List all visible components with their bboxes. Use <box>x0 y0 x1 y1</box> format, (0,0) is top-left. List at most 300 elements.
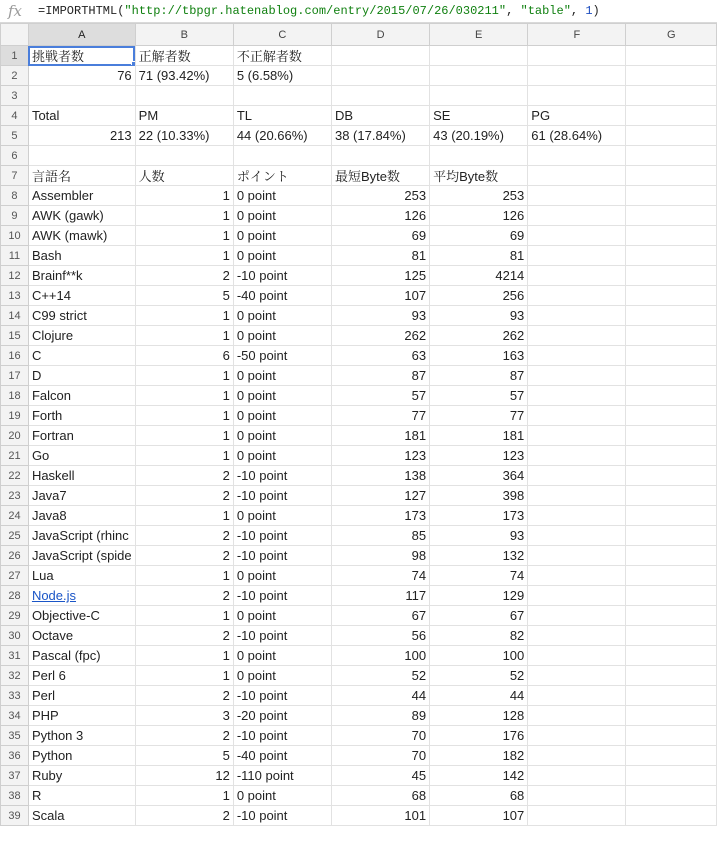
column-header-f[interactable]: F <box>528 24 626 46</box>
cell-a25[interactable]: JavaScript (rhinc <box>28 526 135 546</box>
cell-b33[interactable]: 2 <box>135 686 233 706</box>
cell-c34[interactable]: -20 point <box>233 706 331 726</box>
cell-f13[interactable] <box>528 286 626 306</box>
cell-d12[interactable]: 125 <box>331 266 429 286</box>
cell-g18[interactable] <box>626 386 717 406</box>
cell-f24[interactable] <box>528 506 626 526</box>
cell-b30[interactable]: 2 <box>135 626 233 646</box>
cell-g35[interactable] <box>626 726 717 746</box>
cell-c10[interactable]: 0 point <box>233 226 331 246</box>
row-header[interactable]: 6 <box>1 146 29 166</box>
cell-d10[interactable]: 69 <box>331 226 429 246</box>
cell-b19[interactable]: 1 <box>135 406 233 426</box>
cell-e11[interactable]: 81 <box>430 246 528 266</box>
cell-d7[interactable]: 最短Byte数 <box>331 166 429 186</box>
cell-e30[interactable]: 82 <box>430 626 528 646</box>
cell-a22[interactable]: Haskell <box>28 466 135 486</box>
cell-c7[interactable]: ポイント <box>233 166 331 186</box>
cell-f9[interactable] <box>528 206 626 226</box>
cell-d18[interactable]: 57 <box>331 386 429 406</box>
cell-g8[interactable] <box>626 186 717 206</box>
cell-d8[interactable]: 253 <box>331 186 429 206</box>
cell-b37[interactable]: 12 <box>135 766 233 786</box>
row-header[interactable]: 24 <box>1 506 29 526</box>
row-header[interactable]: 32 <box>1 666 29 686</box>
row-header[interactable]: 1 <box>1 46 29 66</box>
cell-b29[interactable]: 1 <box>135 606 233 626</box>
cell-a30[interactable]: Octave <box>28 626 135 646</box>
cell-f3[interactable] <box>528 86 626 106</box>
cell-g14[interactable] <box>626 306 717 326</box>
column-header-c[interactable]: C <box>233 24 331 46</box>
cell-a9[interactable]: AWK (gawk) <box>28 206 135 226</box>
cell-c32[interactable]: 0 point <box>233 666 331 686</box>
cell-e13[interactable]: 256 <box>430 286 528 306</box>
row-header[interactable]: 39 <box>1 806 29 826</box>
row-header[interactable]: 28 <box>1 586 29 606</box>
cell-e7[interactable]: 平均Byte数 <box>430 166 528 186</box>
cell-e10[interactable]: 69 <box>430 226 528 246</box>
cell-e12[interactable]: 4214 <box>430 266 528 286</box>
cell-g12[interactable] <box>626 266 717 286</box>
cell-c17[interactable]: 0 point <box>233 366 331 386</box>
cell-d37[interactable]: 45 <box>331 766 429 786</box>
cell-d27[interactable]: 74 <box>331 566 429 586</box>
cell-c39[interactable]: -10 point <box>233 806 331 826</box>
cell-f36[interactable] <box>528 746 626 766</box>
cell-g26[interactable] <box>626 546 717 566</box>
cell-e15[interactable]: 262 <box>430 326 528 346</box>
cell-a16[interactable]: C <box>28 346 135 366</box>
cell-f12[interactable] <box>528 266 626 286</box>
column-header-b[interactable]: B <box>135 24 233 46</box>
cell-b16[interactable]: 6 <box>135 346 233 366</box>
cell-g28[interactable] <box>626 586 717 606</box>
cell-b18[interactable]: 1 <box>135 386 233 406</box>
cell-e17[interactable]: 87 <box>430 366 528 386</box>
cell-b15[interactable]: 1 <box>135 326 233 346</box>
cell-c38[interactable]: 0 point <box>233 786 331 806</box>
cell-a36[interactable]: Python <box>28 746 135 766</box>
cell-g19[interactable] <box>626 406 717 426</box>
column-header-a[interactable]: A <box>28 24 135 46</box>
cell-f34[interactable] <box>528 706 626 726</box>
cell-d3[interactable] <box>331 86 429 106</box>
row-header[interactable]: 3 <box>1 86 29 106</box>
cell-f38[interactable] <box>528 786 626 806</box>
cell-a17[interactable]: D <box>28 366 135 386</box>
cell-c4[interactable]: TL <box>233 106 331 126</box>
row-header[interactable]: 29 <box>1 606 29 626</box>
cell-a7[interactable]: 言語名 <box>28 166 135 186</box>
cell-e27[interactable]: 74 <box>430 566 528 586</box>
column-header-d[interactable]: D <box>331 24 429 46</box>
cell-a13[interactable]: C++14 <box>28 286 135 306</box>
cell-e8[interactable]: 253 <box>430 186 528 206</box>
cell-a19[interactable]: Forth <box>28 406 135 426</box>
cell-a23[interactable]: Java7 <box>28 486 135 506</box>
cell-e28[interactable]: 129 <box>430 586 528 606</box>
cell-d22[interactable]: 138 <box>331 466 429 486</box>
cell-g24[interactable] <box>626 506 717 526</box>
cell-b7[interactable]: 人数 <box>135 166 233 186</box>
cell-g20[interactable] <box>626 426 717 446</box>
cell-e16[interactable]: 163 <box>430 346 528 366</box>
cell-e4[interactable]: SE <box>430 106 528 126</box>
cell-b6[interactable] <box>135 146 233 166</box>
cell-b5[interactable]: 22 (10.33%) <box>135 126 233 146</box>
cell-b11[interactable]: 1 <box>135 246 233 266</box>
cell-c8[interactable]: 0 point <box>233 186 331 206</box>
cell-f6[interactable] <box>528 146 626 166</box>
cell-f26[interactable] <box>528 546 626 566</box>
cell-c33[interactable]: -10 point <box>233 686 331 706</box>
row-header[interactable]: 27 <box>1 566 29 586</box>
cell-f23[interactable] <box>528 486 626 506</box>
cell-b38[interactable]: 1 <box>135 786 233 806</box>
cell-c16[interactable]: -50 point <box>233 346 331 366</box>
cell-b27[interactable]: 1 <box>135 566 233 586</box>
cell-g29[interactable] <box>626 606 717 626</box>
cell-d6[interactable] <box>331 146 429 166</box>
cell-e33[interactable]: 44 <box>430 686 528 706</box>
cell-g33[interactable] <box>626 686 717 706</box>
cell-e20[interactable]: 181 <box>430 426 528 446</box>
cell-g2[interactable] <box>626 66 717 86</box>
cell-g22[interactable] <box>626 466 717 486</box>
cell-f8[interactable] <box>528 186 626 206</box>
cell-b28[interactable]: 2 <box>135 586 233 606</box>
cell-c23[interactable]: -10 point <box>233 486 331 506</box>
cell-d23[interactable]: 127 <box>331 486 429 506</box>
row-header[interactable]: 13 <box>1 286 29 306</box>
cell-e29[interactable]: 67 <box>430 606 528 626</box>
cell-b32[interactable]: 1 <box>135 666 233 686</box>
cell-e21[interactable]: 123 <box>430 446 528 466</box>
cell-a39[interactable]: Scala <box>28 806 135 826</box>
cell-f27[interactable] <box>528 566 626 586</box>
row-header[interactable]: 16 <box>1 346 29 366</box>
cell-a37[interactable]: Ruby <box>28 766 135 786</box>
cell-e1[interactable] <box>430 46 528 66</box>
cell-d34[interactable]: 89 <box>331 706 429 726</box>
cell-g37[interactable] <box>626 766 717 786</box>
cell-b10[interactable]: 1 <box>135 226 233 246</box>
cell-e3[interactable] <box>430 86 528 106</box>
cell-b14[interactable]: 1 <box>135 306 233 326</box>
cell-g34[interactable] <box>626 706 717 726</box>
cell-b35[interactable]: 2 <box>135 726 233 746</box>
cell-f29[interactable] <box>528 606 626 626</box>
cell-a14[interactable]: C99 strict <box>28 306 135 326</box>
cell-g25[interactable] <box>626 526 717 546</box>
cell-d9[interactable]: 126 <box>331 206 429 226</box>
cell-g39[interactable] <box>626 806 717 826</box>
cell-f31[interactable] <box>528 646 626 666</box>
cell-f21[interactable] <box>528 446 626 466</box>
cell-d15[interactable]: 262 <box>331 326 429 346</box>
cell-b21[interactable]: 1 <box>135 446 233 466</box>
cell-e14[interactable]: 93 <box>430 306 528 326</box>
cell-d24[interactable]: 173 <box>331 506 429 526</box>
cell-c25[interactable]: -10 point <box>233 526 331 546</box>
cell-e38[interactable]: 68 <box>430 786 528 806</box>
cell-a28[interactable]: Node.js <box>28 586 135 606</box>
cell-g15[interactable] <box>626 326 717 346</box>
cell-f19[interactable] <box>528 406 626 426</box>
row-header[interactable]: 37 <box>1 766 29 786</box>
cell-d11[interactable]: 81 <box>331 246 429 266</box>
cell-f28[interactable] <box>528 586 626 606</box>
cell-a2[interactable]: 76 <box>28 66 135 86</box>
cell-e36[interactable]: 182 <box>430 746 528 766</box>
row-header[interactable]: 2 <box>1 66 29 86</box>
cell-e31[interactable]: 100 <box>430 646 528 666</box>
cell-e35[interactable]: 176 <box>430 726 528 746</box>
cell-a33[interactable]: Perl <box>28 686 135 706</box>
cell-e22[interactable]: 364 <box>430 466 528 486</box>
cell-f14[interactable] <box>528 306 626 326</box>
cell-f15[interactable] <box>528 326 626 346</box>
cell-f32[interactable] <box>528 666 626 686</box>
cell-c15[interactable]: 0 point <box>233 326 331 346</box>
select-all-corner[interactable] <box>1 24 29 46</box>
cell-f35[interactable] <box>528 726 626 746</box>
cell-f39[interactable] <box>528 806 626 826</box>
cell-d16[interactable]: 63 <box>331 346 429 366</box>
cell-a35[interactable]: Python 3 <box>28 726 135 746</box>
cell-d29[interactable]: 67 <box>331 606 429 626</box>
cell-d1[interactable] <box>331 46 429 66</box>
cell-g31[interactable] <box>626 646 717 666</box>
cell-g5[interactable] <box>626 126 717 146</box>
row-header[interactable]: 38 <box>1 786 29 806</box>
cell-a34[interactable]: PHP <box>28 706 135 726</box>
cell-e5[interactable]: 43 (20.19%) <box>430 126 528 146</box>
cell-f4[interactable]: PG <box>528 106 626 126</box>
row-header[interactable]: 25 <box>1 526 29 546</box>
cell-d39[interactable]: 101 <box>331 806 429 826</box>
cell-d4[interactable]: DB <box>331 106 429 126</box>
cell-g10[interactable] <box>626 226 717 246</box>
cell-b3[interactable] <box>135 86 233 106</box>
cell-a3[interactable] <box>28 86 135 106</box>
cell-e37[interactable]: 142 <box>430 766 528 786</box>
cell-d13[interactable]: 107 <box>331 286 429 306</box>
cell-a6[interactable] <box>28 146 135 166</box>
column-header-e[interactable]: E <box>430 24 528 46</box>
cell-g16[interactable] <box>626 346 717 366</box>
cell-a29[interactable]: Objective-C <box>28 606 135 626</box>
cell-b20[interactable]: 1 <box>135 426 233 446</box>
cell-g38[interactable] <box>626 786 717 806</box>
cell-e32[interactable]: 52 <box>430 666 528 686</box>
cell-d30[interactable]: 56 <box>331 626 429 646</box>
row-header[interactable]: 17 <box>1 366 29 386</box>
row-header[interactable]: 11 <box>1 246 29 266</box>
cell-e2[interactable] <box>430 66 528 86</box>
cell-b17[interactable]: 1 <box>135 366 233 386</box>
spreadsheet-grid[interactable] <box>0 23 717 826</box>
cell-b22[interactable]: 2 <box>135 466 233 486</box>
cell-g32[interactable] <box>626 666 717 686</box>
row-header[interactable]: 9 <box>1 206 29 226</box>
cell-a32[interactable]: Perl 6 <box>28 666 135 686</box>
cell-d25[interactable]: 85 <box>331 526 429 546</box>
row-header[interactable]: 7 <box>1 166 29 186</box>
row-header[interactable]: 19 <box>1 406 29 426</box>
cell-c6[interactable] <box>233 146 331 166</box>
cell-c35[interactable]: -10 point <box>233 726 331 746</box>
row-header[interactable]: 22 <box>1 466 29 486</box>
cell-g13[interactable] <box>626 286 717 306</box>
row-header[interactable]: 30 <box>1 626 29 646</box>
column-header-g[interactable]: G <box>626 24 717 46</box>
cell-c37[interactable]: -110 point <box>233 766 331 786</box>
cell-c1[interactable]: 不正解者数 <box>233 46 331 66</box>
cell-c36[interactable]: -40 point <box>233 746 331 766</box>
cell-g30[interactable] <box>626 626 717 646</box>
cell-a4[interactable]: Total <box>28 106 135 126</box>
cell-e34[interactable]: 128 <box>430 706 528 726</box>
cell-d5[interactable]: 38 (17.84%) <box>331 126 429 146</box>
cell-e19[interactable]: 77 <box>430 406 528 426</box>
cell-b12[interactable]: 2 <box>135 266 233 286</box>
cell-b23[interactable]: 2 <box>135 486 233 506</box>
cell-a38[interactable]: R <box>28 786 135 806</box>
cell-c28[interactable]: -10 point <box>233 586 331 606</box>
cell-b24[interactable]: 1 <box>135 506 233 526</box>
cell-g11[interactable] <box>626 246 717 266</box>
cell-g7[interactable] <box>626 166 717 186</box>
cell-a24[interactable]: Java8 <box>28 506 135 526</box>
cell-f2[interactable] <box>528 66 626 86</box>
cell-g1[interactable] <box>626 46 717 66</box>
cell-c26[interactable]: -10 point <box>233 546 331 566</box>
row-header[interactable]: 4 <box>1 106 29 126</box>
cell-b25[interactable]: 2 <box>135 526 233 546</box>
cell-f1[interactable] <box>528 46 626 66</box>
cell-d35[interactable]: 70 <box>331 726 429 746</box>
cell-b34[interactable]: 3 <box>135 706 233 726</box>
cell-f17[interactable] <box>528 366 626 386</box>
row-header[interactable]: 31 <box>1 646 29 666</box>
cell-g17[interactable] <box>626 366 717 386</box>
cell-b13[interactable]: 5 <box>135 286 233 306</box>
cell-b39[interactable]: 2 <box>135 806 233 826</box>
cell-g21[interactable] <box>626 446 717 466</box>
cell-g4[interactable] <box>626 106 717 126</box>
cell-a21[interactable]: Go <box>28 446 135 466</box>
cell-a20[interactable]: Fortran <box>28 426 135 446</box>
cell-d20[interactable]: 181 <box>331 426 429 446</box>
cell-g27[interactable] <box>626 566 717 586</box>
row-header[interactable]: 20 <box>1 426 29 446</box>
cell-e24[interactable]: 173 <box>430 506 528 526</box>
cell-c5[interactable]: 44 (20.66%) <box>233 126 331 146</box>
cell-f10[interactable] <box>528 226 626 246</box>
cell-d17[interactable]: 87 <box>331 366 429 386</box>
cell-c30[interactable]: -10 point <box>233 626 331 646</box>
cell-c11[interactable]: 0 point <box>233 246 331 266</box>
cell-b26[interactable]: 2 <box>135 546 233 566</box>
row-header[interactable]: 12 <box>1 266 29 286</box>
cell-b1[interactable]: 正解者数 <box>135 46 233 66</box>
cell-a5[interactable]: 213 <box>28 126 135 146</box>
cell-d26[interactable]: 98 <box>331 546 429 566</box>
row-header[interactable]: 8 <box>1 186 29 206</box>
cell-c3[interactable] <box>233 86 331 106</box>
cell-d2[interactable] <box>331 66 429 86</box>
cell-e25[interactable]: 93 <box>430 526 528 546</box>
formula-bar[interactable] <box>0 0 717 23</box>
cell-f5[interactable]: 61 (28.64%) <box>528 126 626 146</box>
row-header[interactable]: 14 <box>1 306 29 326</box>
row-header[interactable]: 18 <box>1 386 29 406</box>
cell-c24[interactable]: 0 point <box>233 506 331 526</box>
fill-handle[interactable] <box>131 61 136 66</box>
cell-d32[interactable]: 52 <box>331 666 429 686</box>
row-header[interactable]: 15 <box>1 326 29 346</box>
row-header[interactable]: 33 <box>1 686 29 706</box>
cell-d33[interactable]: 44 <box>331 686 429 706</box>
cell-g9[interactable] <box>626 206 717 226</box>
cell-f16[interactable] <box>528 346 626 366</box>
cell-f11[interactable] <box>528 246 626 266</box>
cell-c18[interactable]: 0 point <box>233 386 331 406</box>
cell-a1[interactable]: 挑戦者数 <box>28 46 135 66</box>
cell-b9[interactable]: 1 <box>135 206 233 226</box>
cell-b2[interactable]: 71 (93.42%) <box>135 66 233 86</box>
cell-c31[interactable]: 0 point <box>233 646 331 666</box>
cell-a11[interactable]: Bash <box>28 246 135 266</box>
cell-c13[interactable]: -40 point <box>233 286 331 306</box>
cell-a15[interactable]: Clojure <box>28 326 135 346</box>
cell-e26[interactable]: 132 <box>430 546 528 566</box>
row-header[interactable]: 5 <box>1 126 29 146</box>
cell-a31[interactable]: Pascal (fpc) <box>28 646 135 666</box>
cell-f7[interactable] <box>528 166 626 186</box>
cell-f22[interactable] <box>528 466 626 486</box>
cell-d19[interactable]: 77 <box>331 406 429 426</box>
cell-c12[interactable]: -10 point <box>233 266 331 286</box>
cell-b36[interactable]: 5 <box>135 746 233 766</box>
cell-g6[interactable] <box>626 146 717 166</box>
cell-c22[interactable]: -10 point <box>233 466 331 486</box>
cell-d28[interactable]: 117 <box>331 586 429 606</box>
cell-g36[interactable] <box>626 746 717 766</box>
cell-b4[interactable]: PM <box>135 106 233 126</box>
cell-a18[interactable]: Falcon <box>28 386 135 406</box>
cell-d14[interactable]: 93 <box>331 306 429 326</box>
cell-e23[interactable]: 398 <box>430 486 528 506</box>
cell-f20[interactable] <box>528 426 626 446</box>
cell-d36[interactable]: 70 <box>331 746 429 766</box>
cell-e39[interactable]: 107 <box>430 806 528 826</box>
cell-a10[interactable]: AWK (mawk) <box>28 226 135 246</box>
formula-input[interactable] <box>30 4 600 18</box>
cell-c27[interactable]: 0 point <box>233 566 331 586</box>
cell-e18[interactable]: 57 <box>430 386 528 406</box>
cell-a8[interactable]: Assembler <box>28 186 135 206</box>
cell-c14[interactable]: 0 point <box>233 306 331 326</box>
cell-d21[interactable]: 123 <box>331 446 429 466</box>
cell-a26[interactable]: JavaScript (spide <box>28 546 135 566</box>
row-header[interactable]: 35 <box>1 726 29 746</box>
cell-a12[interactable]: Brainf**k <box>28 266 135 286</box>
row-header[interactable]: 10 <box>1 226 29 246</box>
row-header[interactable]: 36 <box>1 746 29 766</box>
